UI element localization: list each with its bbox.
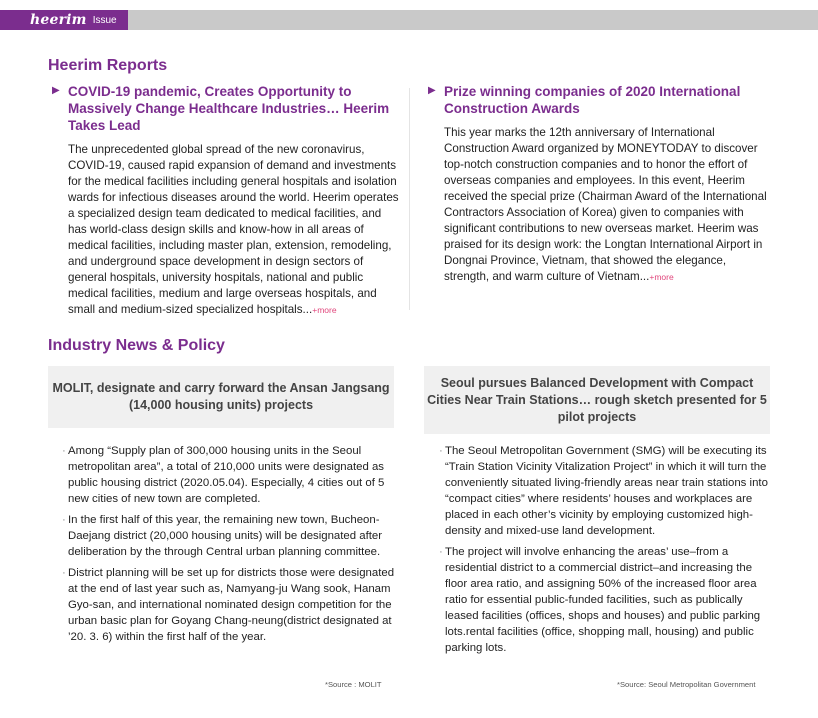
report-body: This year marks the 12th anniversary of International Construction Award organized by MONEYTODAY to discover top-notch construction companies and to honor the effort of overseas companies and employees. In this event, Heerim received the special prize (Chairman Award of the International Contractors Association of Korea) given to companies with significant contributions to new overseas market. Heerim was praised for its design work: the Longtan International Airport in Dongnai Province, Vietnam, that showed the elegance, strength, and warm culture of Vietnam...+more <box>444 126 767 283</box>
news-headline-molit <box>48 366 394 428</box>
news-headline-seoul <box>424 366 770 434</box>
top-bar <box>0 10 818 30</box>
column-divider <box>409 88 410 310</box>
more-link[interactable]: +more <box>649 272 674 282</box>
list-item: · District planning will be set up for districts those were designated at the end of last year such as, Namyang-ju Wang sook, Hanam Gyo-san, and international nominated design competition for the urban basic plan for Goyang Chang-neung(district designated at ’20. 3. 6) within the first half of the year. <box>60 565 396 645</box>
report-body: The unprecedented global spread of the new coronavirus, COVID-19, caused rapid expansion of demand and investments for the medical facilities including general hospitals and isolation wards for infectious diseases around the world. Heerim operates a specialized design team dedicated to medical facilities, and has world-class design skills and know-how in all areas of medical facilities, including master plan, extension, remodeling, and underground space development in design sectors of general hospitals, university hospitals, national and public medical facilities, medium and large overseas hospitals, and small and medium-sized specialized hospitals...+more <box>68 143 399 316</box>
list-item: · The project will involve enhancing the areas’ use–from a residential district to a commercial district–and increasing the floor area ratio, and assigning 50% of the increased floor area ratio for essential public-funded facilities, such as publically leased facilities (offices, shops and houses) and public parking lots.rental facilities (office, shopping mall, housing) and public parking lots. <box>437 544 773 656</box>
source-note: *Source: Seoul Metropolitan Government <box>617 680 756 689</box>
report-title[interactable]: Prize winning companies of 2020 International Construction Awards <box>444 84 741 116</box>
triangle-bullet-icon: ▶ <box>428 85 436 96</box>
brand-logo: heerim <box>30 12 87 28</box>
source-note: *Source : MOLIT <box>325 680 382 689</box>
list-item: · The Seoul Metropolitan Government (SMG) will be executing its “Train Station Vicinity Vitalization Project” in which it will turn the conveniently situated living-friendly areas near train stations into “compact cities” where residents’ houses and workplaces are placed in each other’s vicinity by employing customized high-density and mixed-use land development. <box>437 443 773 539</box>
report-awards <box>428 83 774 285</box>
more-link[interactable]: +more <box>312 305 337 315</box>
news-list-seoul <box>437 443 773 661</box>
issue-label: Issue <box>92 15 117 26</box>
triangle-bullet-icon: ▶ <box>52 85 60 96</box>
report-covid <box>52 83 400 318</box>
news-headline-text: Seoul pursues Balanced Development with Compact Cities Near Train Stations… rough sketch presented for 5 pilot projects <box>427 375 767 424</box>
brand-badge <box>0 10 128 30</box>
news-headline-text: MOLIT, designate and carry forward the Ansan Jangsang (14,000 housing units) projects <box>52 381 390 412</box>
news-list-molit <box>60 443 396 650</box>
industry-news-title: Industry News & Policy <box>48 337 225 354</box>
list-item: · Among “Supply plan of 300,000 housing units in the Seoul metropolitan area”, a total of 210,000 units were designated as public housing district (2020.05.04). Especially, 4 cities out of 5 new cities of new town are completed. <box>60 443 396 507</box>
list-item: · In the first half of this year, the remaining new town, Bucheon-Daejang district (20,000 housing units) will be designated after deliberation by the through Central urban planning committee. <box>60 512 396 560</box>
heerim-reports-title: Heerim Reports <box>48 57 168 74</box>
report-title[interactable]: COVID-19 pandemic, Creates Opportunity to Massively Change Healthcare Industries… Heerim Takes Lead <box>68 84 390 133</box>
